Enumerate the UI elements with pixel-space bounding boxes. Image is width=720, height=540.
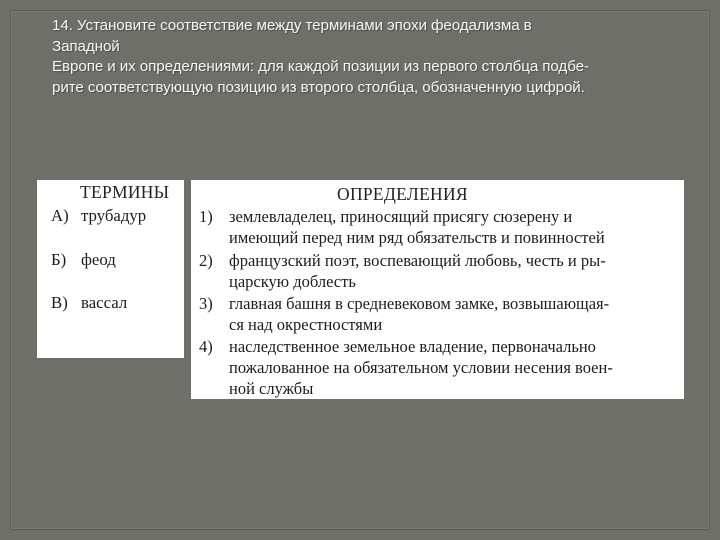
- definition-mark: 4): [199, 337, 213, 356]
- title-line: рите соответствующую позицию из второго столбца, обозначенную цифрой.: [52, 78, 585, 96]
- definition-line: ной службы: [229, 379, 314, 398]
- term-mark: В): [51, 293, 68, 312]
- definition-mark: 2): [199, 251, 213, 270]
- definition-line: имеющий перед ним ряд обязательств и повинностей: [229, 228, 605, 247]
- definition-line: землевладелец, приносящий присягу сюзерену и: [229, 207, 573, 226]
- term-text: феод: [81, 250, 116, 269]
- term-item: [51, 293, 127, 313]
- term-text: трубадур: [81, 206, 147, 225]
- definitions-panel: [191, 180, 684, 399]
- term-item: [51, 250, 116, 270]
- title-line: Европе и их определениями: для каждой позиции из первого столбца подбе-: [52, 58, 589, 75]
- definition-line: пожалованное на обязательном условии несения воен-: [229, 358, 613, 377]
- title-line: 14. Установите соответствие между терминами эпохи феодализма в: [52, 17, 532, 34]
- term-mark: Б): [51, 250, 67, 269]
- terms-header: ТЕРМИНЫ: [80, 182, 170, 202]
- term-mark: А): [51, 206, 69, 225]
- term-text: вассал: [81, 293, 128, 312]
- definition-line: французский поэт, воспевающий любовь, честь и ры-: [229, 251, 606, 270]
- task-title: [52, 16, 692, 98]
- definition-line: ся над окрестностями: [229, 315, 383, 334]
- definition-line: царскую доблесть: [229, 272, 356, 291]
- term-item: [51, 206, 146, 226]
- definition-mark: 3): [199, 294, 213, 313]
- terms-panel: [37, 180, 184, 358]
- title-line: Западной: [52, 37, 120, 55]
- definition-line: наследственное земельное владение, первоначально: [229, 337, 596, 356]
- definitions-header: ОПРЕДЕЛЕНИЯ: [337, 184, 468, 204]
- definition-mark: 1): [199, 207, 213, 226]
- definition-line: главная башня в средневековом замке, возвышающая-: [229, 294, 610, 313]
